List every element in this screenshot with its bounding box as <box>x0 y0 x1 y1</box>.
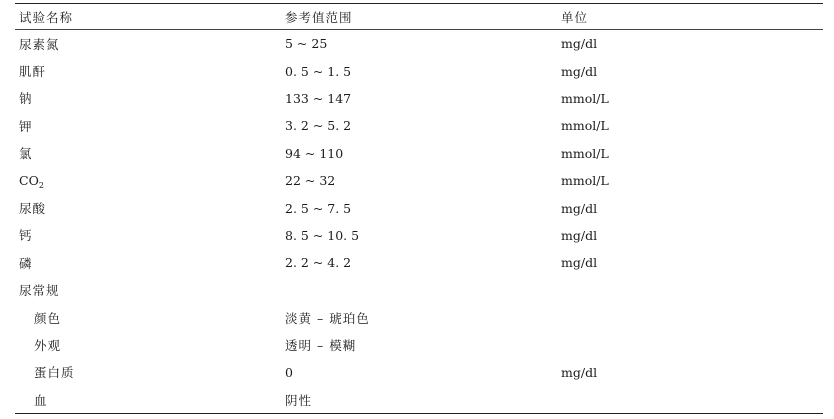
table-row <box>15 359 823 386</box>
test-name: 钠 <box>19 91 33 107</box>
test-name: 肌酐 <box>19 64 47 80</box>
reference-range: 0. 5 ~ 1. 5 <box>285 63 352 79</box>
table-row <box>15 112 823 139</box>
table-row <box>15 386 823 414</box>
table-row <box>15 167 823 194</box>
reference-range <box>281 277 557 304</box>
table-header-row <box>15 4 823 30</box>
unit: mmol/L <box>561 90 609 106</box>
unit <box>557 277 823 304</box>
test-name: 外观 <box>34 337 62 353</box>
table-row <box>15 140 823 167</box>
table-row <box>15 277 823 304</box>
unit: mg/dl <box>561 63 598 79</box>
unit: mmol/L <box>561 118 609 134</box>
test-name: 氯 <box>19 146 33 162</box>
test-name-main: CO <box>19 173 39 189</box>
table-row <box>15 194 823 221</box>
reference-range: 淡黄 – 琥珀色 <box>285 310 370 326</box>
unit: mg/dl <box>561 255 598 271</box>
reference-range: 2. 5 ~ 7. 5 <box>285 200 352 216</box>
table-row <box>15 249 823 276</box>
test-name <box>15 167 281 194</box>
test-name: 尿素氮 <box>19 36 60 52</box>
test-name: 钙 <box>19 228 33 244</box>
reference-range: 阴性 <box>285 392 313 408</box>
reference-range: 22 ~ 32 <box>285 173 336 189</box>
reference-range: 2. 2 ~ 4. 2 <box>285 255 352 271</box>
table-row <box>15 85 823 112</box>
header-reference-range: 参考值范围 <box>285 9 353 25</box>
table-row <box>15 30 823 58</box>
test-name: 磷 <box>19 255 33 271</box>
table-row <box>15 331 823 358</box>
test-name: 血 <box>34 392 48 408</box>
unit: mg/dl <box>561 200 598 216</box>
test-name: 钾 <box>19 118 33 134</box>
reference-range: 5 ~ 25 <box>285 36 328 52</box>
reference-values-table <box>15 3 823 414</box>
unit: mg/dl <box>561 227 598 243</box>
unit <box>557 331 823 358</box>
reference-range: 133 ~ 147 <box>285 90 352 106</box>
reference-range: 94 ~ 110 <box>285 145 344 161</box>
reference-range: 8. 5 ~ 10. 5 <box>285 227 360 243</box>
header-test-name: 试验名称 <box>19 9 74 25</box>
test-name: 颜色 <box>34 310 62 326</box>
section-heading: 尿常规 <box>19 283 60 299</box>
unit <box>557 304 823 331</box>
unit: mmol/L <box>561 173 609 189</box>
unit: mmol/L <box>561 145 609 161</box>
unit: mg/dl <box>561 36 598 52</box>
test-name: 蛋白质 <box>34 365 75 381</box>
table-row <box>15 222 823 249</box>
header-unit: 单位 <box>561 9 589 25</box>
test-name-subscript: 2 <box>38 181 44 191</box>
test-name: 尿酸 <box>19 201 47 217</box>
unit <box>557 386 823 414</box>
reference-range: 3. 2 ~ 5. 2 <box>285 118 352 134</box>
table-row <box>15 57 823 84</box>
reference-range: 透明 – 模糊 <box>285 337 357 353</box>
reference-range: 0 <box>285 364 293 380</box>
unit: mg/dl <box>561 364 598 380</box>
table-row <box>15 304 823 331</box>
